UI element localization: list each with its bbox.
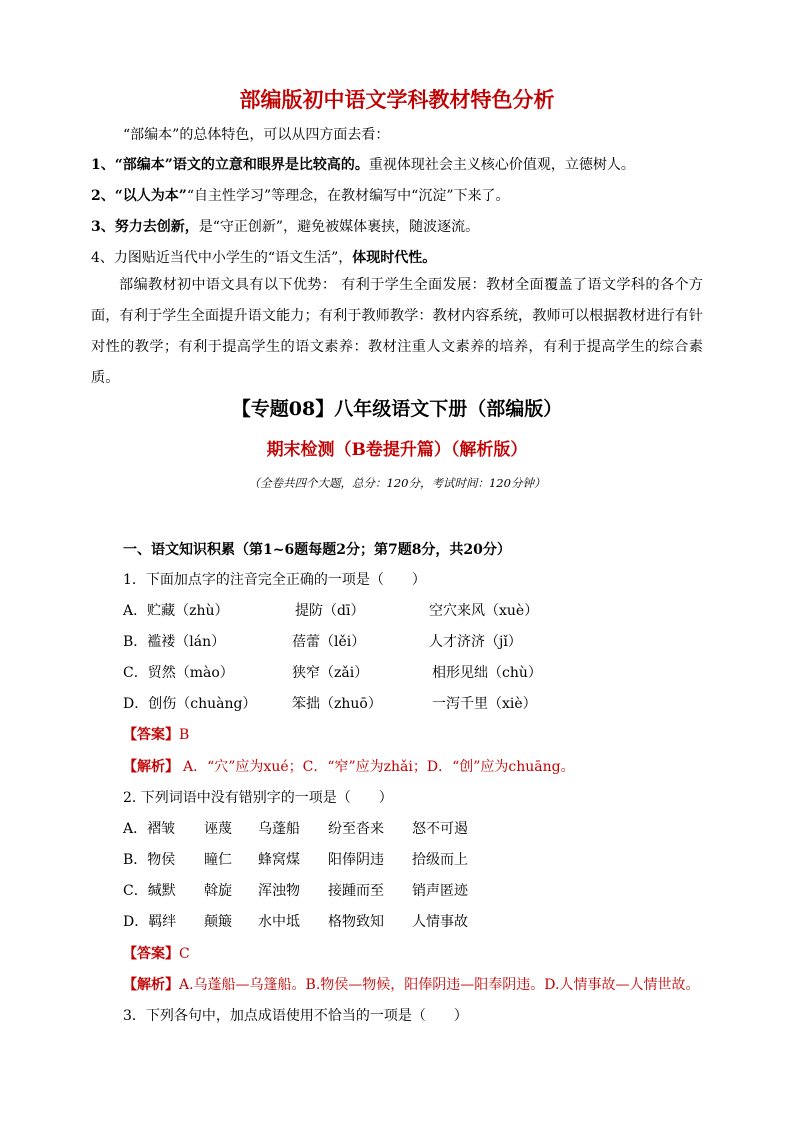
- q2-b-2: 瞳仁: [204, 852, 232, 868]
- q2-c-2: 斡旋: [204, 883, 232, 899]
- q1-analysis: [123, 756, 575, 776]
- q1-d-3: 一泻千里（xiè）: [432, 696, 537, 712]
- q1-a-3: 空穴来风（xuè）: [429, 603, 539, 619]
- section-1-heading: 一、语文知识积累（第1~6题每题2分；第7题8分，共20分）: [123, 542, 511, 558]
- q1-c-2: 狭窄（zǎi）: [292, 665, 369, 681]
- q1-answer-value: B: [179, 727, 190, 743]
- q2-b-5: 拾级而上: [412, 852, 468, 868]
- q2-c-5: 销声匿迹: [412, 883, 468, 899]
- exam-note: （全卷共四个大题，总分：120分，考试时间：120分钟）: [248, 476, 546, 490]
- point-4-rest: 4、力图贴近当代中小学生的“语文生活”，: [91, 250, 353, 266]
- q2-answer: [123, 943, 190, 963]
- q2-a-5: 怒不可遏: [412, 821, 468, 837]
- q1-b-3: 人才济济（jǐ）: [429, 634, 522, 650]
- q2-c-3: 浑浊物: [258, 883, 300, 899]
- point-1: [91, 154, 635, 174]
- advantages-paragraph: 部编教材初中语文具有以下优势： 有利于学生全面发展：教材全面覆盖了语文学科的各个方面，有利于学生全面提升语文能力；有利于教师教学：教材内容系统，教师可以根据教材进行有针对性的教学；有利于提高学生的语文素养：教材注重人文素养的培养，有利于提高学生的综合素质。: [91, 277, 703, 386]
- q1-d-2: 笨拙（zhuō）: [292, 696, 382, 712]
- q1-answer: [123, 724, 189, 744]
- q2-c-1: C．缄默: [123, 883, 176, 899]
- intro-text: “部编本”的总体特色，可以从四方面去看：: [123, 127, 390, 143]
- q2-a-2: 诬蔑: [204, 821, 232, 837]
- point-1-rest: 重视体现社会主义核心价值观，立德树人。: [368, 157, 635, 173]
- exam-subheading: 期末检测（B卷提升篇）（解析版）: [266, 440, 528, 460]
- point-2-bold: 2、“以人为本”: [91, 188, 187, 204]
- q2-d-3: 水中坻: [258, 914, 300, 930]
- q2-answer-tag: 【答案】: [123, 946, 179, 962]
- q2-answer-value: C: [179, 946, 190, 962]
- q2-analysis: [123, 974, 699, 994]
- point-3-rest: 是“守正创新”，避免被媒体裹挟，随波逐流。: [198, 219, 480, 235]
- point-1-bold: 1、“部编本”语文的立意和眼界是比较高的。: [91, 157, 369, 173]
- q1-b-2: 蓓蕾（lěi）: [292, 634, 366, 650]
- q1-b-1: B．褴褛（lán）: [123, 634, 226, 650]
- q2-c-4: 接踵而至: [328, 883, 384, 899]
- q1-c-3: 相形见绌（chù）: [432, 665, 542, 681]
- page-title: 部编版初中语文学科教材特色分析: [239, 87, 555, 112]
- point-4-bold: 体现时代性。: [352, 250, 437, 266]
- q2-stem: 2. 下列词语中没有错别字的一项是（ ）: [123, 790, 393, 806]
- topic-heading: 【专题08】八年级语文下册（部编版）: [231, 398, 563, 420]
- q2-analysis-tag: 【解析】: [123, 977, 179, 993]
- q2-d-1: D．羁绊: [123, 914, 177, 930]
- q1-d-1: D．创伤（chuàng）: [123, 696, 257, 712]
- q1-a-2: 提防（dī）: [295, 603, 365, 619]
- q2-a-4: 纷至沓来: [328, 821, 384, 837]
- q3-stem: 3．下列各句中，加点成语使用不恰当的一项是（ ）: [123, 1008, 468, 1024]
- point-2-rest: “自主性学习”等理念，在教材编写中“沉淀”下来了。: [186, 188, 510, 204]
- q2-analysis-text: A.乌蓬船—乌篷船。B.物侯—物候，阳俸阴违—阳奉阴违。D.人情事故—人情世故。: [179, 977, 700, 993]
- q2-a-3: 乌蓬船: [258, 821, 300, 837]
- q2-b-4: 阳俸阴违: [328, 852, 384, 868]
- q2-d-5: 人情事故: [412, 914, 468, 930]
- q2-b-3: 蜂窝煤: [258, 852, 300, 868]
- point-4: [91, 247, 436, 267]
- point-3: [91, 216, 479, 236]
- q2-d-4: 格物致知: [328, 914, 384, 930]
- q1-c-1: C．贸然（mào）: [123, 665, 234, 681]
- point-2: [91, 185, 510, 205]
- q2-d-2: 颠簸: [204, 914, 232, 930]
- q1-stem: 1．下面加点字的注音完全正确的一项是（ ）: [123, 572, 426, 588]
- q1-analysis-text: A．“穴”应为xué；C．“窄”应为zhǎi；D．“创”应为chuāng。: [183, 759, 575, 775]
- q2-b-1: B．物侯: [123, 852, 176, 868]
- q2-a-1: A．褶皱: [123, 821, 176, 837]
- point-3-bold: 3、努力去创新，: [91, 219, 199, 235]
- q1-analysis-tag: 【解析】: [123, 759, 179, 775]
- q1-a-1: A．贮藏（zhù）: [123, 603, 229, 619]
- q1-answer-tag: 【答案】: [123, 727, 179, 743]
